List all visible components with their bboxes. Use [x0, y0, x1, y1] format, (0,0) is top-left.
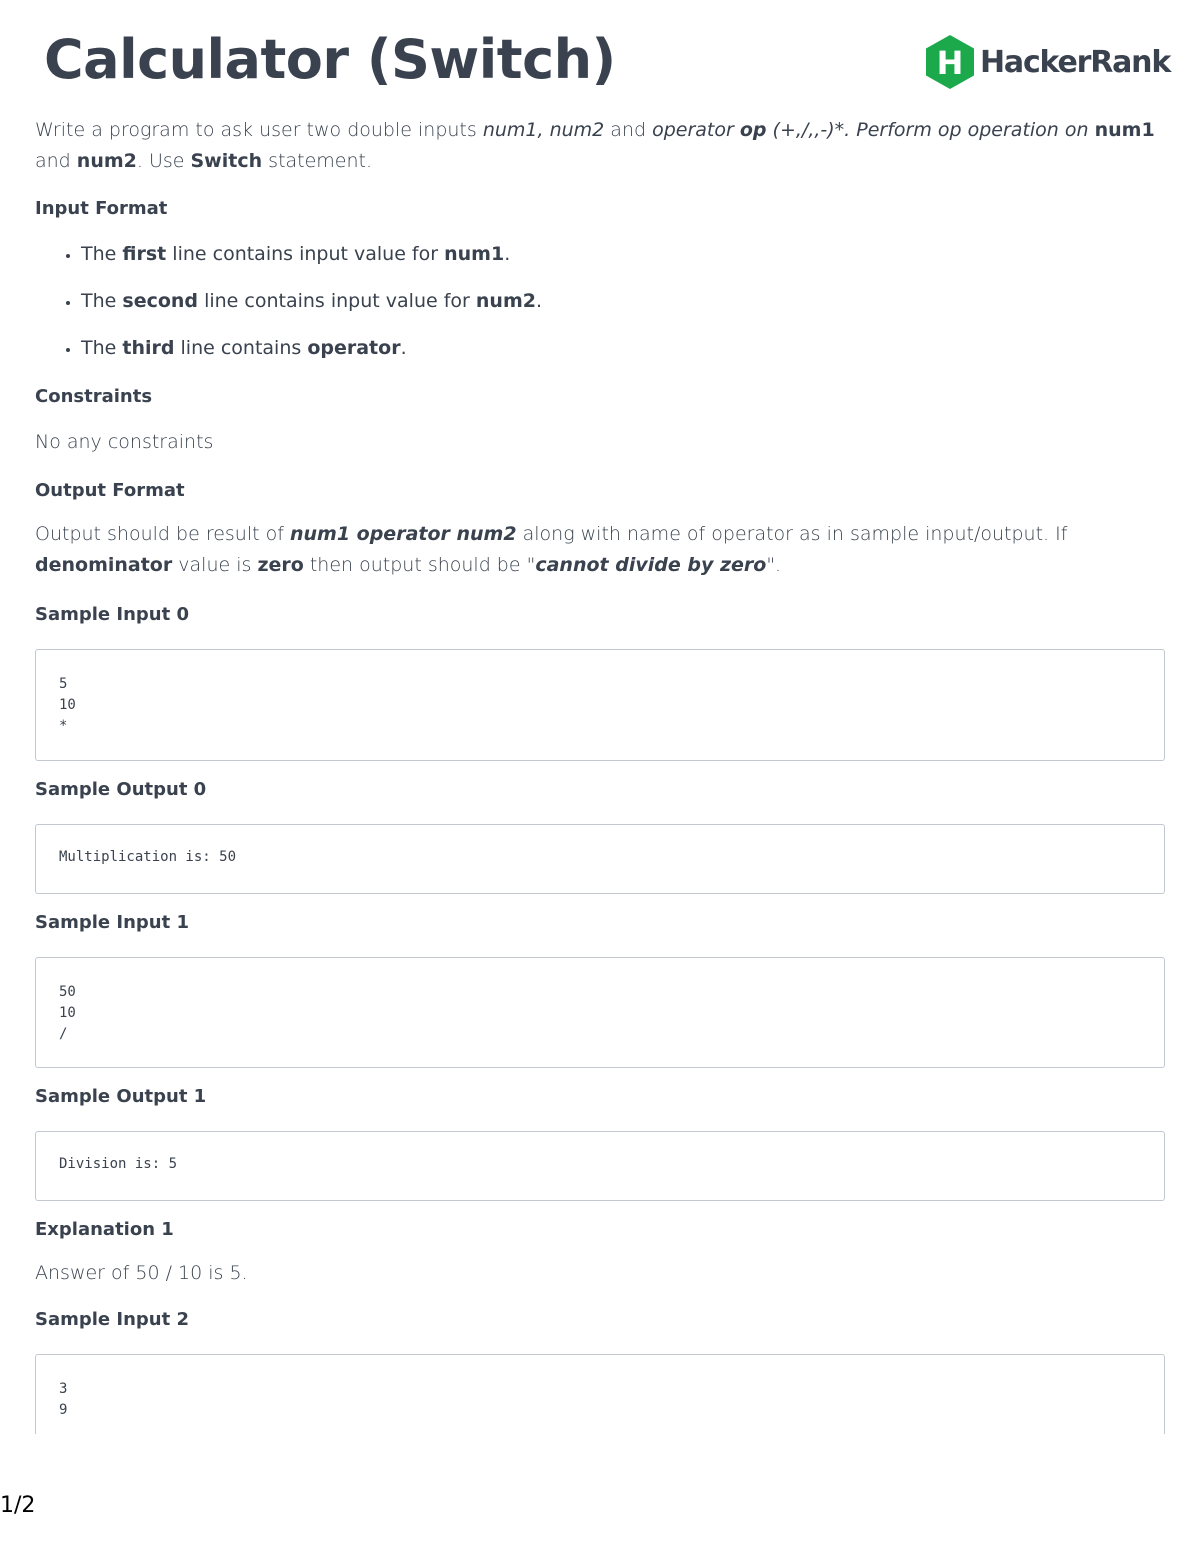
- code-line: Multiplication is: 50: [59, 849, 237, 865]
- code-line: 50: [59, 984, 76, 1000]
- list-item: • The second line contains input value for num2.: [81, 288, 1165, 314]
- output-format-heading: Output Format: [35, 480, 185, 501]
- page-title: Calculator (Switch): [44, 28, 616, 91]
- code-line: 3: [59, 1381, 68, 1397]
- list-item: • The first line contains input value for num1.: [81, 241, 1165, 267]
- sample-input-2-box: [35, 1354, 1165, 1434]
- sample-input-0-heading: Sample Input 0: [35, 604, 190, 625]
- constraints-text: No any constraints: [35, 431, 214, 453]
- input-format-heading: Input Format: [35, 198, 168, 219]
- sample-output-0-heading: Sample Output 0: [35, 779, 207, 800]
- code-line: 9: [59, 1402, 68, 1418]
- sample-input-0-box: [35, 649, 1165, 761]
- code-line: 5: [59, 676, 68, 692]
- code-line: *: [59, 718, 68, 734]
- code-line: 10: [59, 1005, 76, 1021]
- sample-input-1-heading: Sample Input 1: [35, 912, 190, 933]
- code-line: Division is: 5: [59, 1156, 178, 1172]
- sample-output-1-heading: Sample Output 1: [35, 1086, 207, 1107]
- page-indicator: 1/2: [0, 1493, 36, 1518]
- code-line: 10: [59, 697, 76, 713]
- code-line: /: [59, 1026, 68, 1042]
- input-format-list: [35, 241, 1165, 361]
- intro-paragraph: Write a program to ask user two double inputs num1, num2 and operator op (+,/,,-)*. Perform op operation on num1 and num2. Use Switch statement.: [35, 119, 1155, 172]
- constraints-heading: Constraints: [35, 386, 153, 407]
- output-format-text: Output should be result of num1 operator num2 along with name of operator as in sample input/output. If denominator value is zero then output should be "cannot divide by zero".: [35, 523, 1068, 576]
- sample-output-1-box: [35, 1131, 1165, 1201]
- logo-text: HackerRank: [980, 44, 1171, 80]
- explanation-1-text: Answer of 50 / 10 is 5.: [35, 1262, 248, 1284]
- sample-input-2-heading: Sample Input 2: [35, 1309, 190, 1330]
- sample-output-0-box: [35, 824, 1165, 894]
- logo-letter: H: [936, 44, 964, 82]
- explanation-1-heading: Explanation 1: [35, 1219, 174, 1240]
- hackerrank-hexagon-icon: [924, 34, 976, 90]
- sample-input-1-box: [35, 957, 1165, 1068]
- hackerrank-logo: [924, 34, 1170, 90]
- list-item: • The third line contains operator.: [81, 335, 1165, 361]
- problem-statement: [35, 115, 1165, 1434]
